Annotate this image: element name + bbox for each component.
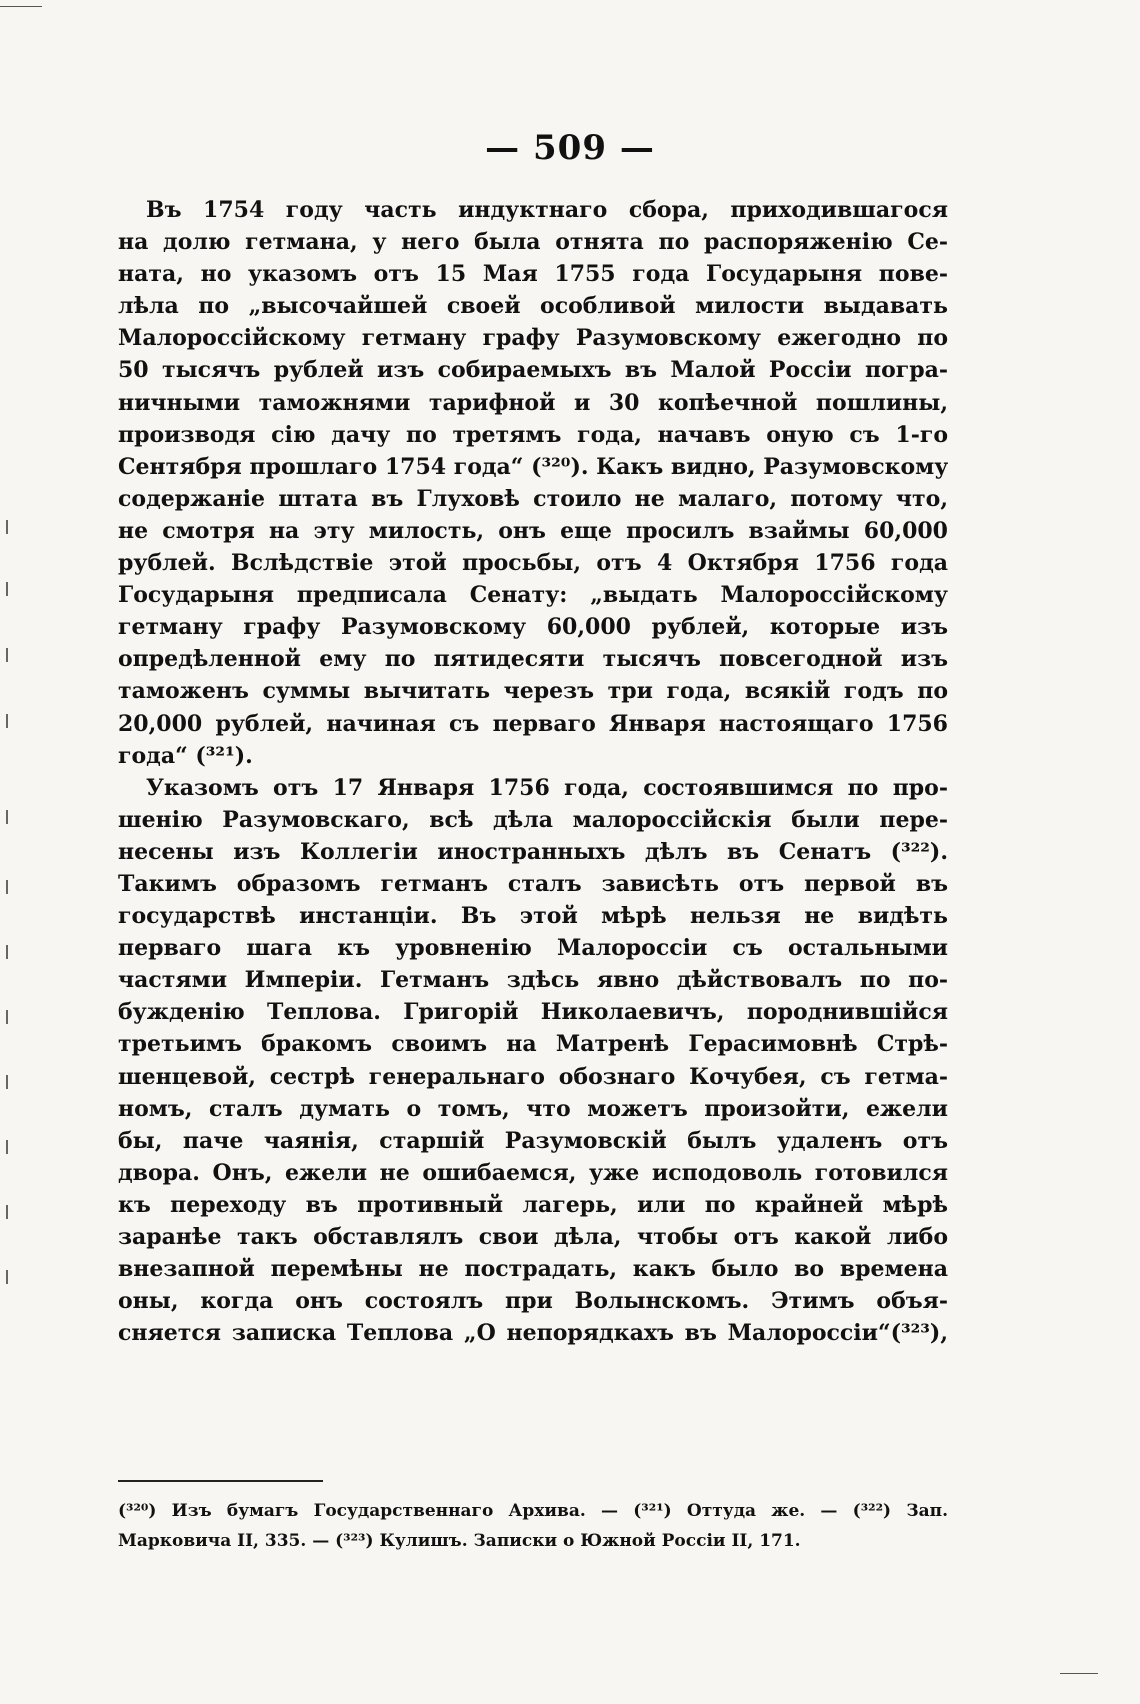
text-line: Государыня предписала Сенату: „выдать Малороссійскому (118, 582, 948, 609)
text-line: года“ (³²¹). (118, 742, 253, 769)
text-line: къ переходу въ противный лагерь, или по крайней мѣрѣ (118, 1191, 948, 1218)
scan-margin-mark (6, 810, 8, 824)
scan-margin-mark (6, 582, 8, 596)
text-line: опредѣленной ему по пятидесяти тысячъ повсегодной изъ (118, 646, 948, 673)
footnote-line: Марковича II, 335. — (³²³) Кулишъ. Записки о Южной Россіи II, 171. (118, 1531, 801, 1551)
text-line: Въ 1754 году часть индуктнаго сбора, приходившагося (146, 197, 948, 223)
text-line: Указомъ отъ 17 Января 1756 года, состоявшимся по про- (146, 774, 948, 801)
text-line: шенцевой, сестрѣ генеральнаго обознаго Кочубея, съ гетма- (118, 1063, 948, 1090)
text-line: сняется записка Теплова „О непорядкахъ въ Малороссіи“(³²³), (118, 1320, 948, 1347)
text-line: двора. Онъ, ежели не ошибаемся, уже исподоволь готовился (118, 1159, 948, 1186)
footnote-line: (³²⁰) Изъ бумагъ Государственнаго Архива. — (³²¹) Оттуда же. — (³²²) Зап. (118, 1501, 948, 1521)
scan-margin-mark (6, 1205, 8, 1219)
text-line: таможенъ суммы вычитать черезъ три года, всякій годъ по (118, 678, 948, 705)
text-line: частями Имперіи. Гетманъ здѣсь явно дѣйствовалъ по по- (118, 967, 948, 994)
text-line: заранѣе такъ обставлялъ свои дѣла, чтобы отъ какой либо (118, 1224, 948, 1250)
scan-corner-mark (1060, 1673, 1098, 1674)
footnotes (118, 1496, 948, 1556)
scan-margin-mark (6, 714, 8, 728)
text-line: третьимъ бракомъ своимъ на Матренѣ Герасимовнѣ Стрѣ- (118, 1031, 948, 1058)
text-line: государствѣ инстанціи. Въ этой мѣрѣ нельзя не видѣть (118, 903, 948, 930)
text-line: бы, паче чаянія, старшій Разумовскій былъ удаленъ отъ (118, 1127, 948, 1154)
text-line: на долю гетмана, у него была отнята по распоряженію Се- (118, 229, 948, 256)
text-line: номъ, сталъ думать о томъ, что можетъ произойти, ежели (118, 1095, 948, 1122)
text-line: 20,000 рублей, начиная съ перваго Января настоящаго 1756 (118, 710, 948, 737)
text-line: перваго шага къ уровненію Малороссіи съ остальными (118, 935, 948, 962)
scan-margin-mark (6, 1075, 8, 1089)
scan-margin-mark (6, 945, 8, 959)
main-text (118, 194, 948, 1349)
footnote-divider (118, 1480, 323, 1482)
text-line: содержаніе штата въ Глуховѣ стоило не малаго, потому что, (118, 485, 948, 512)
scan-corner-mark (0, 6, 42, 7)
scan-margin-mark (6, 1140, 8, 1154)
text-line: рублей. Вслѣдствіе этой просьбы, отъ 4 Октября 1756 года (118, 550, 948, 577)
scan-margin-mark (6, 880, 8, 894)
text-line: Малороссійскому гетману графу Разумовскому ежегодно по (118, 325, 948, 352)
text-line: несены изъ Коллегіи иностранныхъ дѣлъ въ Сенатъ (³²²). (118, 838, 948, 865)
text-line: ната, но указомъ отъ 15 Мая 1755 года Государыня пове- (118, 261, 948, 288)
scan-margin-mark (6, 1010, 8, 1024)
text-line: ничными таможнями тарифной и 30 копѣечной пошлины, (118, 389, 948, 416)
text-line: внезапной перемѣны не пострадать, какъ было во времена (118, 1256, 948, 1283)
text-line: производя сію дачу по третямъ года, начавъ оную съ 1-го (118, 421, 948, 448)
text-line: оны, когда онъ состоялъ при Волынскомъ. Этимъ объя- (118, 1288, 948, 1315)
text-line: не смотря на эту милость, онъ еще просилъ взаймы 60,000 (118, 517, 948, 544)
scan-margin-mark (6, 648, 8, 662)
text-line: лѣла по „высочайшей своей особливой милости выдавать (118, 293, 948, 320)
scan-margin-mark (6, 1270, 8, 1284)
text-line: шенію Разумовскаго, всѣ дѣла малороссійскія были пере- (118, 806, 948, 833)
text-line: Такимъ образомъ гетманъ сталъ зависѣть отъ первой въ (118, 870, 948, 897)
text-line: Сентября прошлаго 1754 года“ (³²⁰). Какъ видно, Разумовскому (118, 453, 948, 480)
text-line: 50 тысячъ рублей изъ собираемыхъ въ Малой Россіи погра- (118, 357, 948, 384)
scan-margin-mark (6, 520, 8, 534)
text-line: бужденію Теплова. Григорій Николаевичъ, породнившійся (118, 999, 948, 1026)
text-line: гетману графу Разумовскому 60,000 рублей, которые изъ (118, 614, 948, 641)
page-number: — 509 — (485, 128, 655, 168)
